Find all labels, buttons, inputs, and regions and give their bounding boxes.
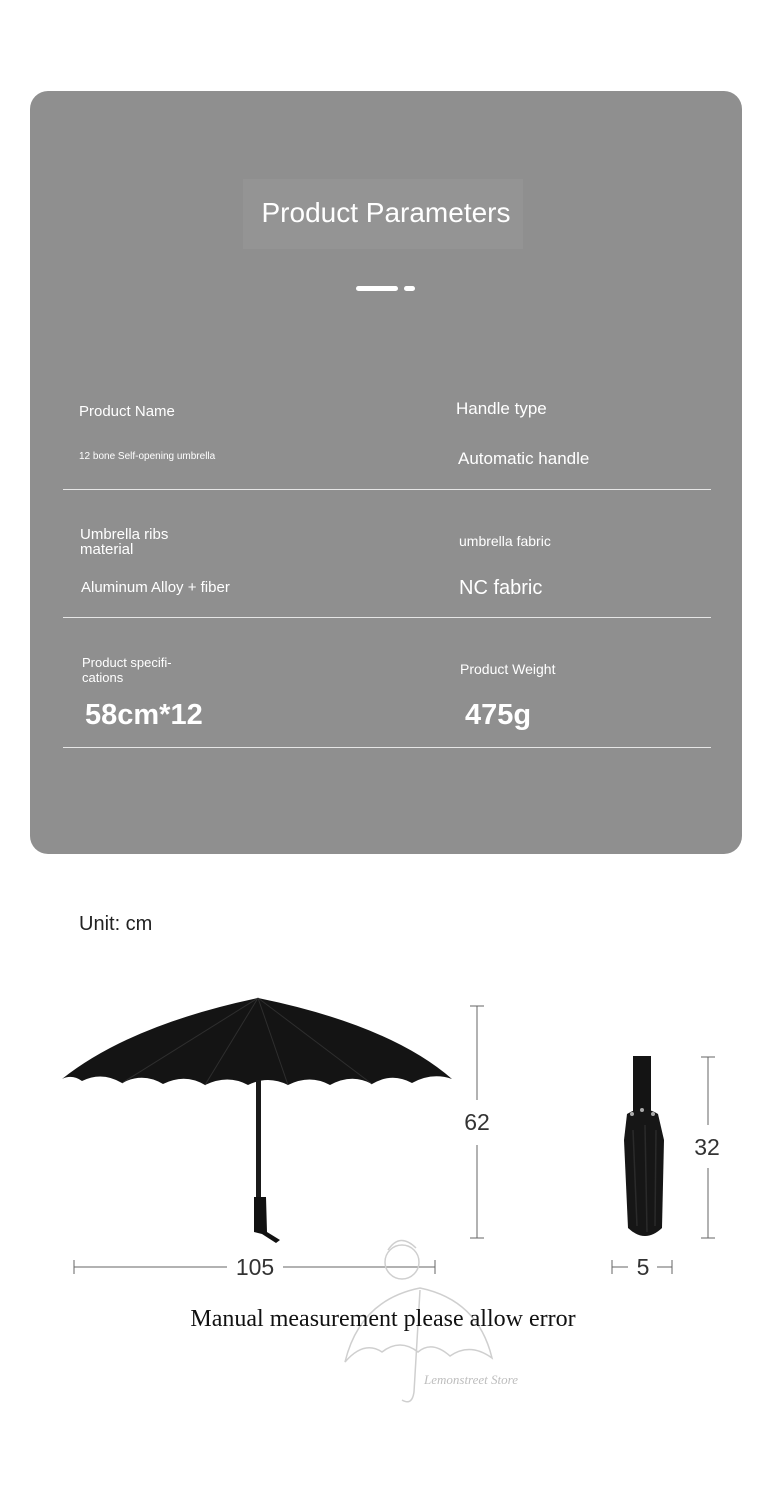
dimension-label-folded-height: 32 — [694, 1134, 720, 1160]
param-label-handle-type: Handle type — [456, 399, 547, 418]
param-value-ribs-material: Aluminum Alloy + fiber — [81, 579, 230, 596]
param-value-product-name: 12 bone Self-opening umbrella — [79, 451, 216, 462]
open-umbrella-image — [62, 998, 452, 1243]
param-value-weight: 475g — [465, 699, 532, 731]
param-label-ribs-material: Umbrella ribs material — [80, 526, 169, 558]
param-label-product-name: Product Name — [79, 403, 175, 420]
folded-umbrella-image — [624, 1056, 664, 1236]
param-value-handle-type: Automatic handle — [458, 449, 590, 468]
dimension-label-open-width: 105 — [235, 1254, 275, 1280]
dimension-label-folded-width: 5 — [636, 1254, 650, 1280]
watermark-text: Lemonstreet Store — [424, 1372, 518, 1387]
measurement-note: Manual measurement please allow error — [190, 1306, 576, 1332]
param-label-weight: Product Weight — [460, 661, 556, 677]
dimension-open-width — [74, 1254, 435, 1280]
unit-label: Unit: cm — [79, 913, 153, 935]
panel-title: Product Parameters — [261, 197, 511, 228]
param-value-umbrella-fabric: NC fabric — [459, 577, 543, 599]
dimension-label-open-height: 62 — [464, 1109, 490, 1135]
param-value-specifications: 58cm*12 — [85, 699, 203, 731]
dimension-folded-height — [694, 1057, 720, 1238]
param-label-umbrella-fabric: umbrella fabric — [459, 533, 551, 549]
dimension-open-height — [464, 1006, 490, 1238]
param-label-specifications: Product specifi- cations — [82, 655, 172, 685]
dimension-folded-width — [612, 1254, 672, 1280]
